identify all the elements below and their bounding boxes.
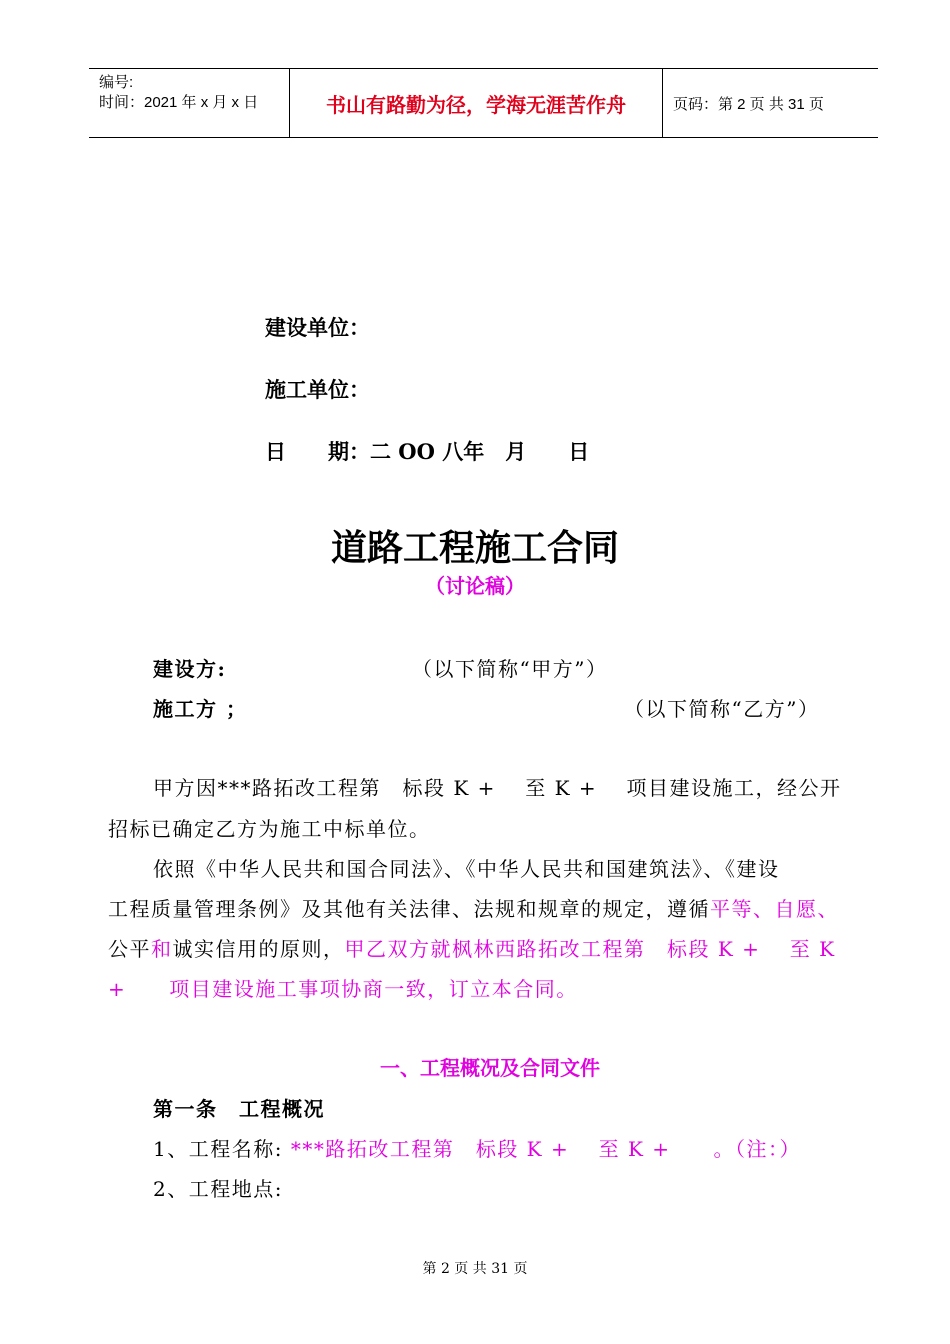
paragraph-1-line-2: 招标已确定乙方为施工中标单位。 <box>108 817 431 841</box>
page-header <box>89 68 878 138</box>
paragraph-2-line-3-a: 公平 <box>108 937 151 961</box>
paragraph-2-line-1: 依照《中华人民共和国合同法》、《中华人民共和国建筑法》、《建设 <box>153 857 780 881</box>
paragraph-2-line-3 <box>108 933 836 962</box>
section-1-heading: 一、工程概况及合同文件 <box>380 1056 600 1080</box>
header-motto: 书山有路勤为径，学海无涯苦作舟 <box>290 69 663 137</box>
contractor-unit-label: 施工单位： <box>265 377 370 402</box>
paragraph-2-line-3-d: 甲乙双方就枫林西路拓改工程第 标段 K + 至 K <box>344 937 836 961</box>
item-1-value: ***路拓改工程第 标段 K + 至 K + 。（注：） <box>290 1137 802 1161</box>
date-label: 日 期：二 OO 八年 月 日 <box>265 439 590 464</box>
item-1 <box>153 1133 801 1162</box>
party-a-note: （以下简称“甲方”） <box>412 657 608 681</box>
document-number-label: 编号: <box>99 74 134 91</box>
party-b-note: （以下简称“乙方”） <box>624 697 820 721</box>
builder-unit-label: 建设单位： <box>265 315 370 340</box>
header-page-info: 页码：第 2 页 共 31 页 <box>673 95 824 113</box>
document-date: 时间：2021 年 x 月 x 日 <box>99 94 259 111</box>
paragraph-2-line-3-b: 和 <box>151 937 173 961</box>
party-a-label: 建设方: <box>153 657 227 681</box>
document-subtitle: （讨论稿） <box>425 574 525 598</box>
document-title: 道路工程施工合同 <box>330 527 619 569</box>
paragraph-2-line-2 <box>108 893 839 922</box>
item-2-label: 2、工程地点: <box>153 1177 283 1201</box>
paragraph-2-line-2-highlight: 平等、自愿、 <box>710 897 839 921</box>
party-b-label: 施工方 ； <box>153 697 248 721</box>
paragraph-1-line-1: 甲方因***路拓改工程第 标段 K + 至 K + 项目建设施工，经公开 <box>153 776 842 800</box>
page-footer: 第 2 页 共 31 页 <box>422 1261 528 1277</box>
header-meta <box>89 69 290 137</box>
paragraph-2-line-2-text: 工程质量管理条例》及其他有关法律、法规和规章的规定，遵循 <box>108 897 710 921</box>
article-1-heading: 第一条 工程概况 <box>153 1097 325 1121</box>
paragraph-2-line-4: + 项目建设施工事项协商一致，订立本合同。 <box>108 977 578 1001</box>
item-1-label: 1、工程名称: <box>153 1137 291 1161</box>
paragraph-2-line-3-c: 诚实信用的原则， <box>172 937 345 961</box>
